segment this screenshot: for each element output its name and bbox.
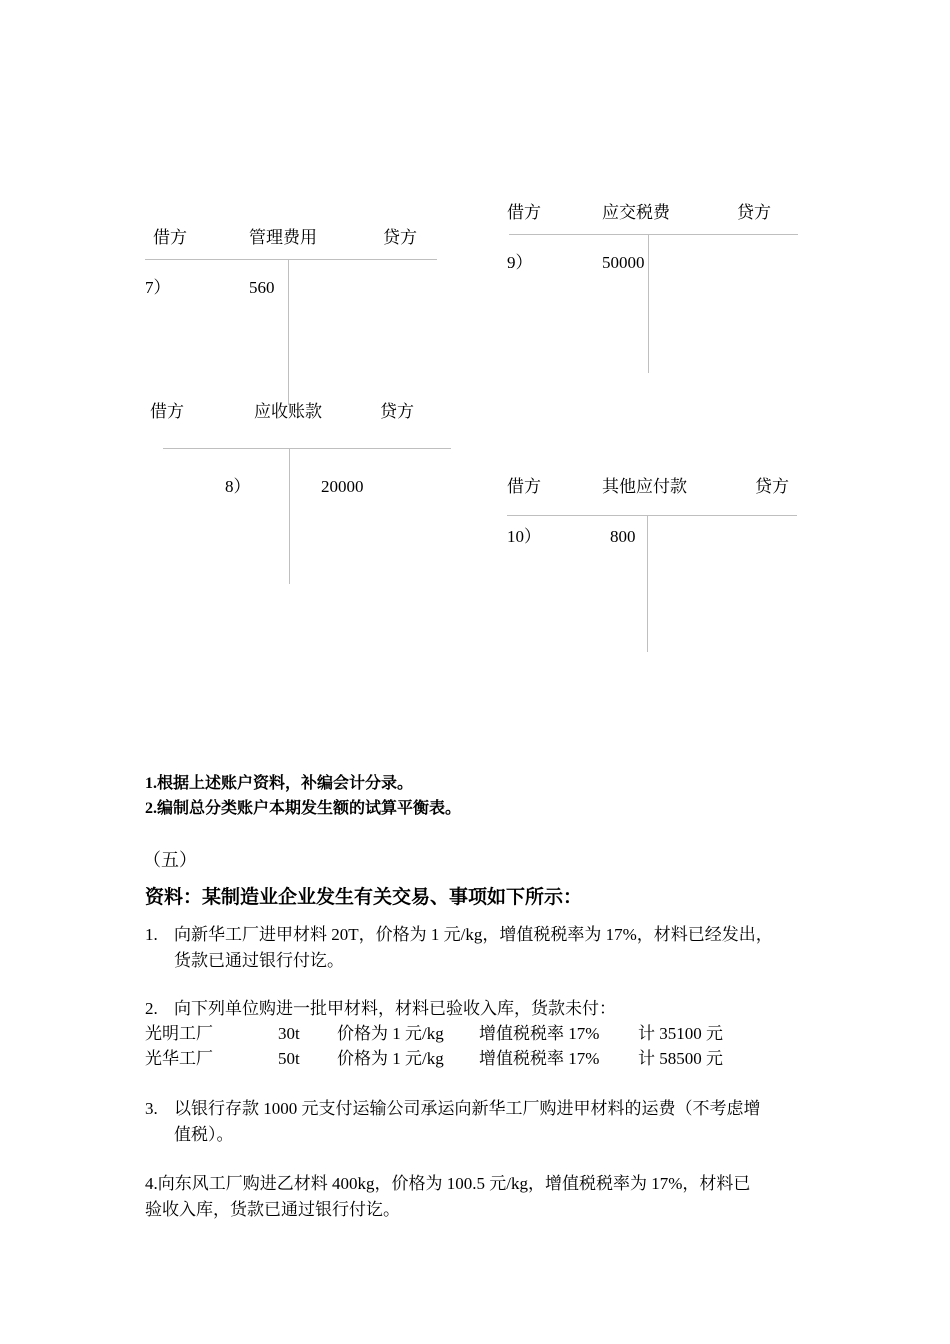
t-account-rule <box>163 448 451 449</box>
credit-label: 贷方 <box>737 203 771 222</box>
entry-amount: 560 <box>249 278 275 297</box>
supplier-tax: 增值税税率 17% <box>479 1049 600 1068</box>
t-account-divider <box>648 235 649 373</box>
supplier-price: 价格为 1 元/kg <box>337 1024 444 1043</box>
t-account-rule <box>509 234 798 235</box>
debit-label: 借方 <box>153 228 187 247</box>
entry-ref: 7） <box>145 278 171 297</box>
task-item: 2.编制总分类账户本期发生额的试算平衡表。 <box>145 800 462 817</box>
supplier-total: 计 35100 元 <box>638 1024 723 1043</box>
supplier-price: 价格为 1 元/kg <box>337 1049 444 1068</box>
t-account-rule <box>145 259 437 260</box>
item-text-line: 验收入库，货款已通过银行付讫。 <box>145 1200 400 1219</box>
debit-label: 借方 <box>507 477 541 496</box>
supplier-name: 光华工厂 <box>145 1049 213 1068</box>
entry-ref: 8） <box>225 477 251 496</box>
t-account-divider <box>288 260 289 405</box>
item-text-line: 向新华工厂进甲材料 20T，价格为 1 元/kg，增值税税率为 17%，材料已经发出， <box>174 925 773 944</box>
entry-ref: 10） <box>507 527 541 546</box>
account-title: 其他应付款 <box>602 477 687 496</box>
credit-label: 贷方 <box>380 402 414 421</box>
entry-ref: 9） <box>507 253 533 272</box>
task-item: 1.根据上述账户资料，补编会计分录。 <box>145 775 414 792</box>
t-account-rule <box>507 515 797 516</box>
account-title: 管理费用 <box>249 228 317 247</box>
debit-label: 借方 <box>150 402 184 421</box>
item-text-line: 4.向东风工厂购进乙材料 400kg，价格为 100.5 元/kg，增值税税率为 17%，材料已 <box>145 1174 751 1193</box>
entry-amount: 50000 <box>602 253 645 272</box>
entry-amount: 800 <box>610 527 636 546</box>
account-title: 应交税费 <box>602 203 670 222</box>
t-account-divider <box>647 516 648 652</box>
section-label: （五） <box>143 850 197 870</box>
entry-amount: 20000 <box>321 477 364 496</box>
account-title: 应收账款 <box>254 402 322 421</box>
supplier-total: 计 58500 元 <box>638 1049 723 1068</box>
credit-label: 贷方 <box>383 228 417 247</box>
item-text-line: 向下列单位购进一批甲材料，材料已验收入库，货款未付： <box>174 999 616 1018</box>
material-heading: 资料：某制造业企业发生有关交易、事项如下所示： <box>145 887 583 908</box>
supplier-name: 光明工厂 <box>145 1024 213 1043</box>
item-number: 1. <box>145 925 158 944</box>
item-text-line: 值税）。 <box>174 1125 234 1144</box>
debit-label: 借方 <box>507 203 541 222</box>
item-text-line: 货款已通过银行付讫。 <box>174 951 344 970</box>
item-number: 3. <box>145 1099 158 1118</box>
item-number: 2. <box>145 999 158 1018</box>
supplier-qty: 30t <box>278 1024 300 1043</box>
supplier-qty: 50t <box>278 1049 300 1068</box>
supplier-tax: 增值税税率 17% <box>479 1024 600 1043</box>
credit-label: 贷方 <box>755 477 789 496</box>
t-account-divider <box>289 449 290 584</box>
item-text-line: 以银行存款 1000 元支付运输公司承运向新华工厂购进甲材料的运费（不考虑增 <box>174 1099 761 1118</box>
